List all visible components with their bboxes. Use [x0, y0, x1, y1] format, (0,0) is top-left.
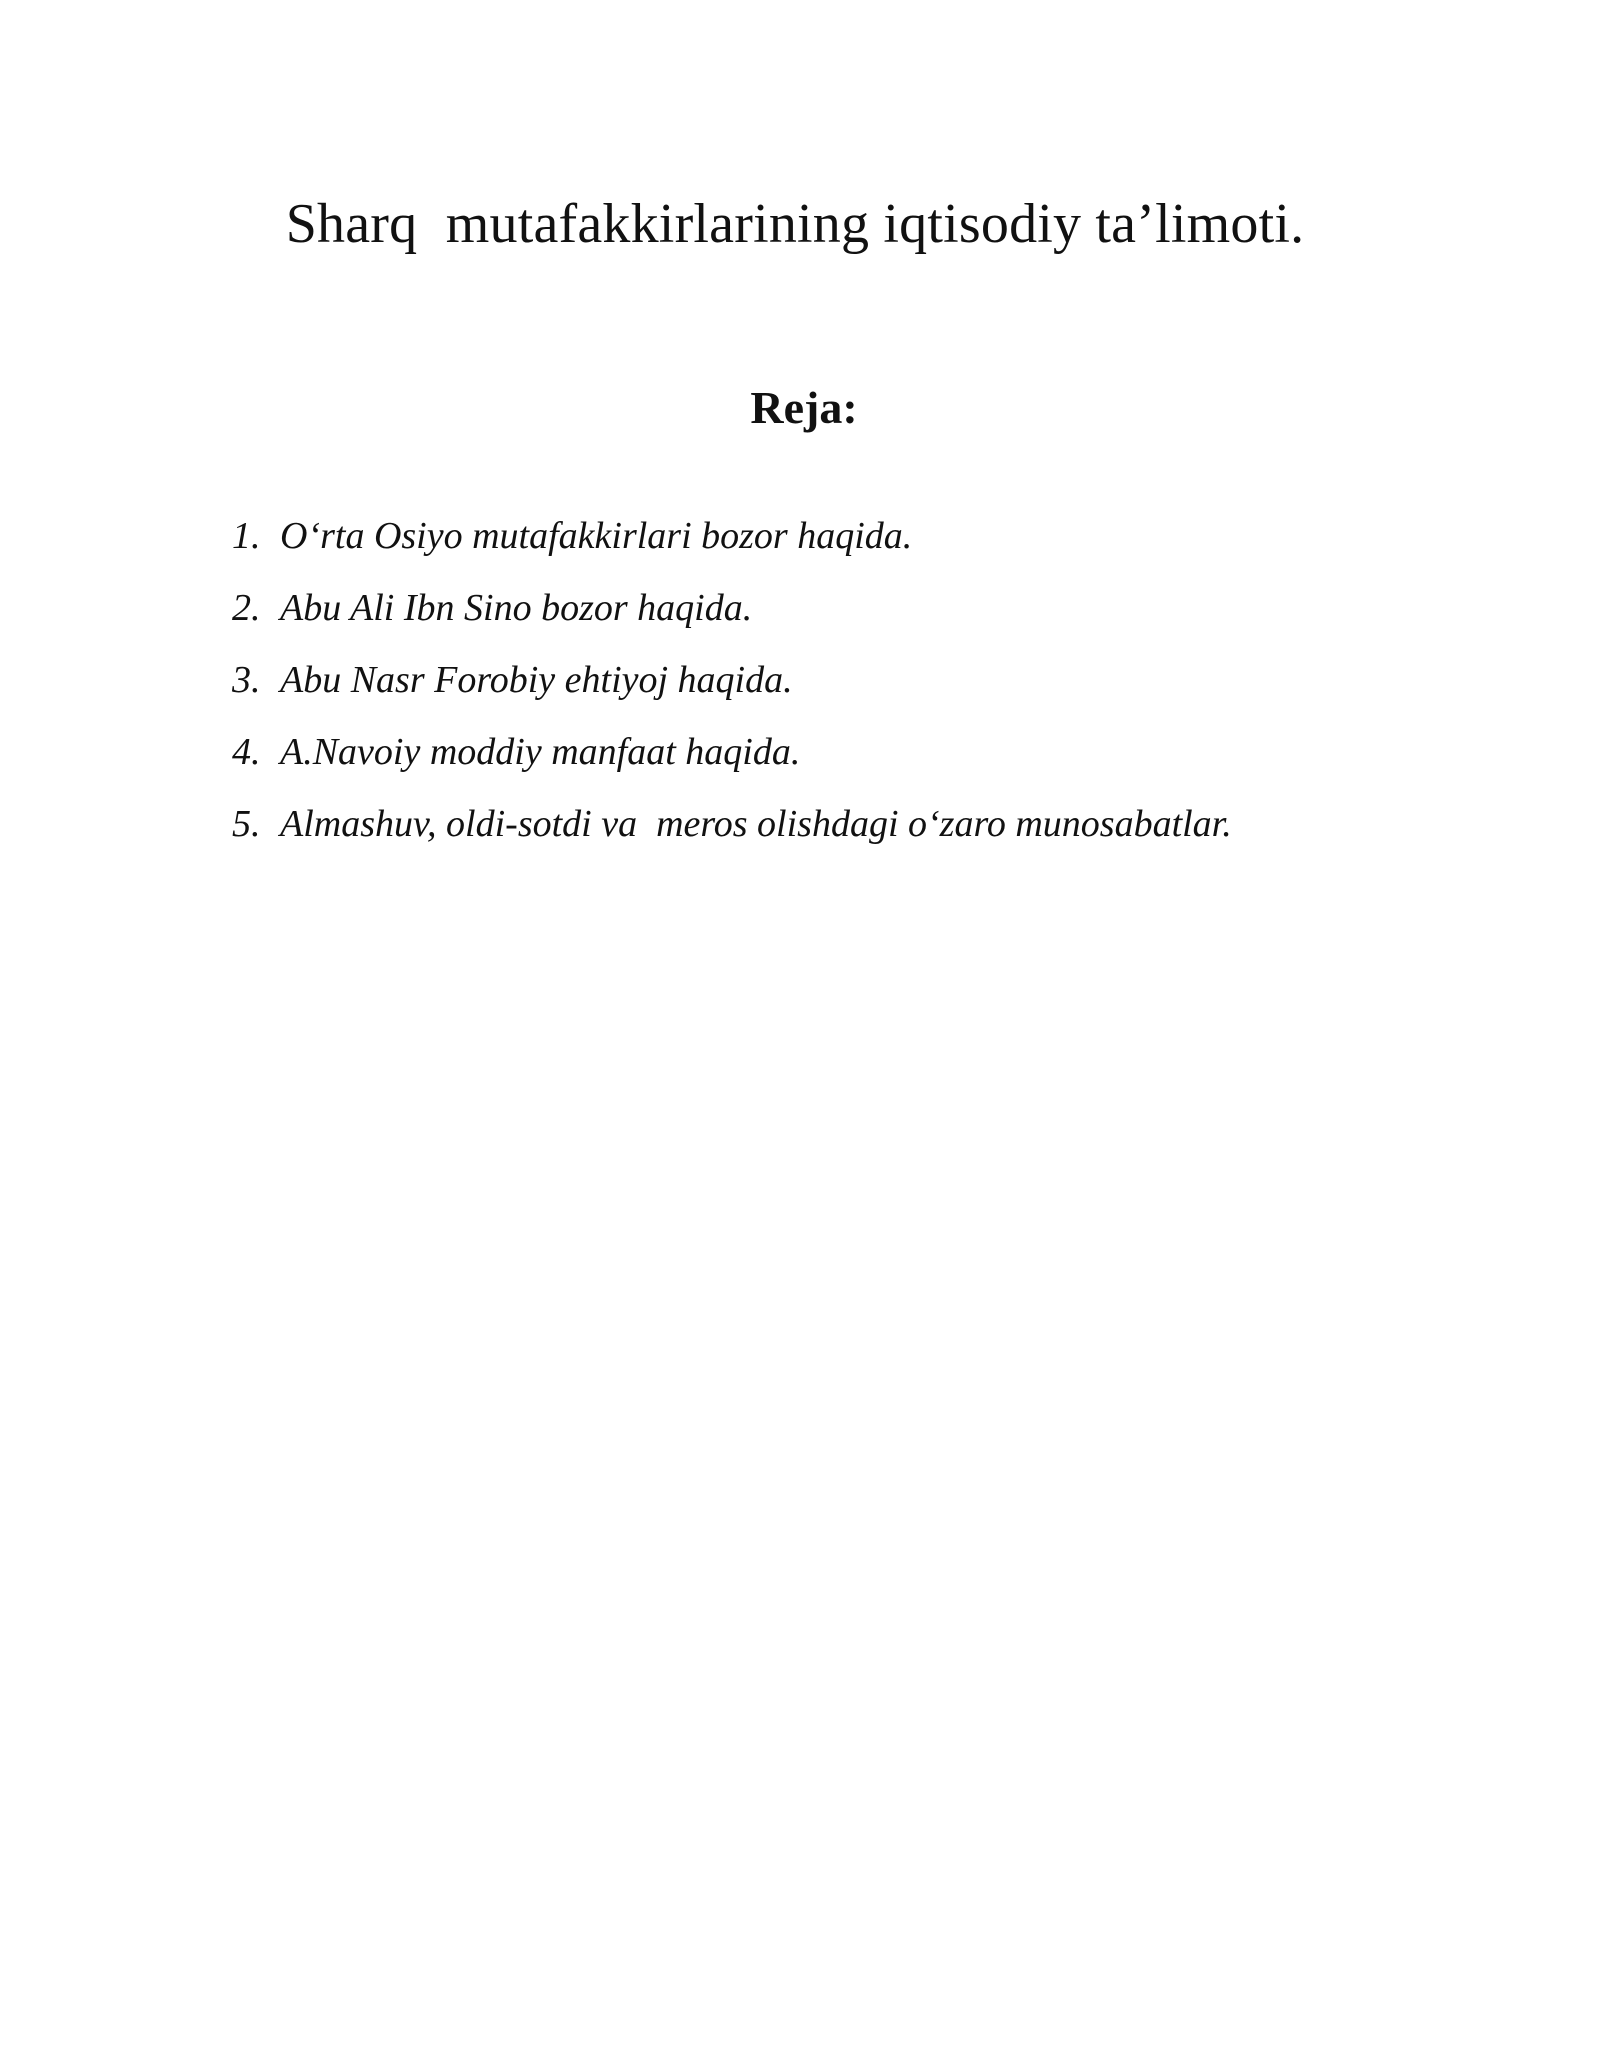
plan-list: [232, 500, 1232, 860]
plan-item-text: Almashuv, oldi-sotdi va meros olishdagi o‘zaro munosabatlar.: [280, 803, 1232, 845]
plan-item-text: Abu Ali Ibn Sino bozor haqida.: [280, 587, 753, 629]
plan-item-4: [232, 716, 1232, 788]
plan-item-3: [232, 644, 1232, 716]
plan-item-1: [232, 500, 1232, 572]
plan-item-text: Abu Nasr Forobiy ehtiyoj haqida.: [280, 659, 793, 701]
plan-item-2: [232, 572, 1232, 644]
plan-item-number: 1.: [232, 515, 261, 557]
plan-item-text: A.Navoiy moddiy manfaat haqida.: [280, 731, 801, 773]
plan-heading: Reja:: [750, 382, 858, 433]
plan-item-number: 3.: [232, 659, 261, 701]
plan-item-text: O‘rta Osiyo mutafakkirlari bozor haqida.: [280, 515, 913, 557]
plan-item-number: 2.: [232, 587, 261, 629]
plan-item-5: [232, 788, 1232, 860]
plan-item-number: 5.: [232, 803, 261, 845]
plan-item-number: 4.: [232, 731, 261, 773]
document-title: Sharq mutafakkirlarining iqtisodiy ta’limoti.: [285, 193, 1305, 255]
